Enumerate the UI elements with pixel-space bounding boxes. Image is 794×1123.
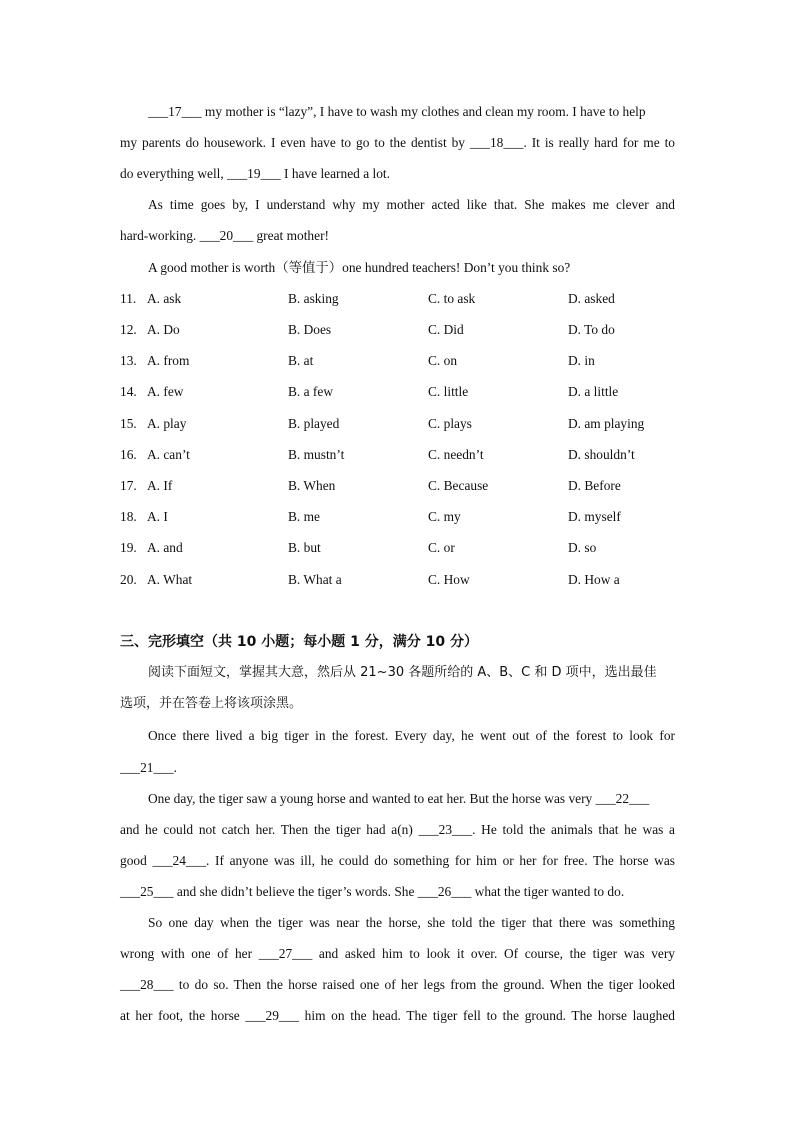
option-a: A. from (147, 353, 190, 368)
option-row-17 (120, 478, 680, 494)
option-b: B. at (288, 353, 314, 368)
passage-line: A good mother is worth（等值于）one hundred teachers! Don’t you think so? (148, 260, 571, 275)
option-b: B. Does (288, 322, 332, 337)
question-number: 12. (120, 322, 137, 337)
passage-line: wrong with one of her ___27___ and asked him to look it over. Of course, the tiger was very (120, 946, 675, 961)
passage-line: Once there lived a big tiger in the forest. Every day, he went out of the forest to look for (148, 728, 675, 743)
option-row-13 (120, 353, 680, 369)
option-row-16 (120, 447, 680, 463)
option-c: C. plays (428, 416, 472, 431)
question-number: 14. (120, 384, 137, 399)
option-a: A. ask (147, 291, 182, 306)
option-c: C. How (428, 572, 470, 587)
option-d: D. am playing (568, 416, 645, 431)
option-c: C. Because (428, 478, 489, 493)
option-a: A. If (147, 478, 173, 493)
option-b: B. a few (288, 384, 333, 399)
option-d: D. a little (568, 384, 619, 399)
option-d: D. so (568, 540, 597, 555)
option-d: D. To do (568, 322, 615, 337)
option-a: A. What (147, 572, 193, 587)
option-a: A. and (147, 540, 183, 555)
option-row-19 (120, 540, 680, 556)
question-number: 11. (120, 291, 137, 306)
option-c: C. my (428, 509, 461, 524)
option-row-15 (120, 416, 680, 432)
option-a: A. play (147, 416, 187, 431)
option-c: C. to ask (428, 291, 476, 306)
option-d: D. myself (568, 509, 621, 524)
question-number: 13. (120, 353, 137, 368)
option-d: D. How a (568, 572, 620, 587)
option-a: A. can’t (147, 447, 190, 462)
option-b: B. me (288, 509, 320, 524)
option-row-20 (120, 572, 680, 588)
question-number: 15. (120, 416, 137, 431)
question-number: 19. (120, 540, 137, 555)
passage-line: and he could not catch her. Then the tiger had a(n) ___23___. He told the animals that he was a (120, 822, 675, 837)
option-d: D. shouldn’t (568, 447, 635, 462)
option-row-18 (120, 509, 680, 525)
question-number: 16. (120, 447, 137, 462)
option-a: A. few (147, 384, 184, 399)
option-c: C. needn’t (428, 447, 484, 462)
option-a: A. I (147, 509, 168, 524)
passage-line: do everything well, ___19___ I have learned a lot. (120, 166, 390, 181)
passage-line: at her foot, the horse ___29___ him on the head. The tiger fell to the ground. The horse laughed (120, 1008, 675, 1023)
option-d: D. Before (568, 478, 621, 493)
section-title: 三、完形填空（共 10 小题；每小题 1 分，满分 10 分） (120, 634, 478, 650)
option-b: B. What a (288, 572, 342, 587)
passage-line: ___25___ and she didn’t believe the tiger’s words. She ___26___ what the tiger wanted to do. (120, 884, 625, 899)
question-number: 17. (120, 478, 137, 493)
passage-line: ___17___ my mother is “lazy”, I have to wash my clothes and clean my room. I have to help (148, 104, 646, 119)
option-b: B. asking (288, 291, 339, 306)
option-row-14 (120, 384, 680, 400)
question-number: 18. (120, 509, 137, 524)
option-b: B. played (288, 416, 340, 431)
passage-line: ___28___ to do so. Then the horse raised one of her legs from the ground. When the tiger looked (120, 977, 675, 992)
instruction-line: 选项，并在答卷上将该项涂黑。 (120, 696, 303, 711)
passage-line: good ___24___. If anyone was ill, he could do something for him or her for free. The horse was (120, 853, 675, 868)
option-row-12 (120, 322, 680, 338)
option-c: C. or (428, 540, 455, 555)
option-d: D. asked (568, 291, 615, 306)
instruction-line: 阅读下面短文，掌握其大意，然后从 21~30 各题所给的 A、B、C 和 D 项中，选出最佳 (148, 665, 657, 680)
option-c: C. little (428, 384, 469, 399)
option-c: C. Did (428, 322, 464, 337)
question-number: 20. (120, 572, 137, 587)
option-b: B. When (288, 478, 336, 493)
option-row-11 (120, 291, 680, 307)
option-a: A. Do (147, 322, 180, 337)
option-b: B. but (288, 540, 321, 555)
passage-line: hard-working. ___20___ great mother! (120, 228, 329, 243)
passage-line: As time goes by, I understand why my mother acted like that. She makes me clever and (148, 197, 675, 212)
passage-line: my parents do housework. I even have to go to the dentist by ___18___. It is really hard for me to (120, 135, 675, 150)
option-d: D. in (568, 353, 595, 368)
passage-line: So one day when the tiger was near the horse, she told the tiger that there was something (148, 915, 675, 930)
option-b: B. mustn’t (288, 447, 345, 462)
passage-line: ___21___. (120, 760, 177, 775)
option-c: C. on (428, 353, 458, 368)
passage-line: One day, the tiger saw a young horse and wanted to eat her. But the horse was very ___22___ (148, 791, 650, 806)
